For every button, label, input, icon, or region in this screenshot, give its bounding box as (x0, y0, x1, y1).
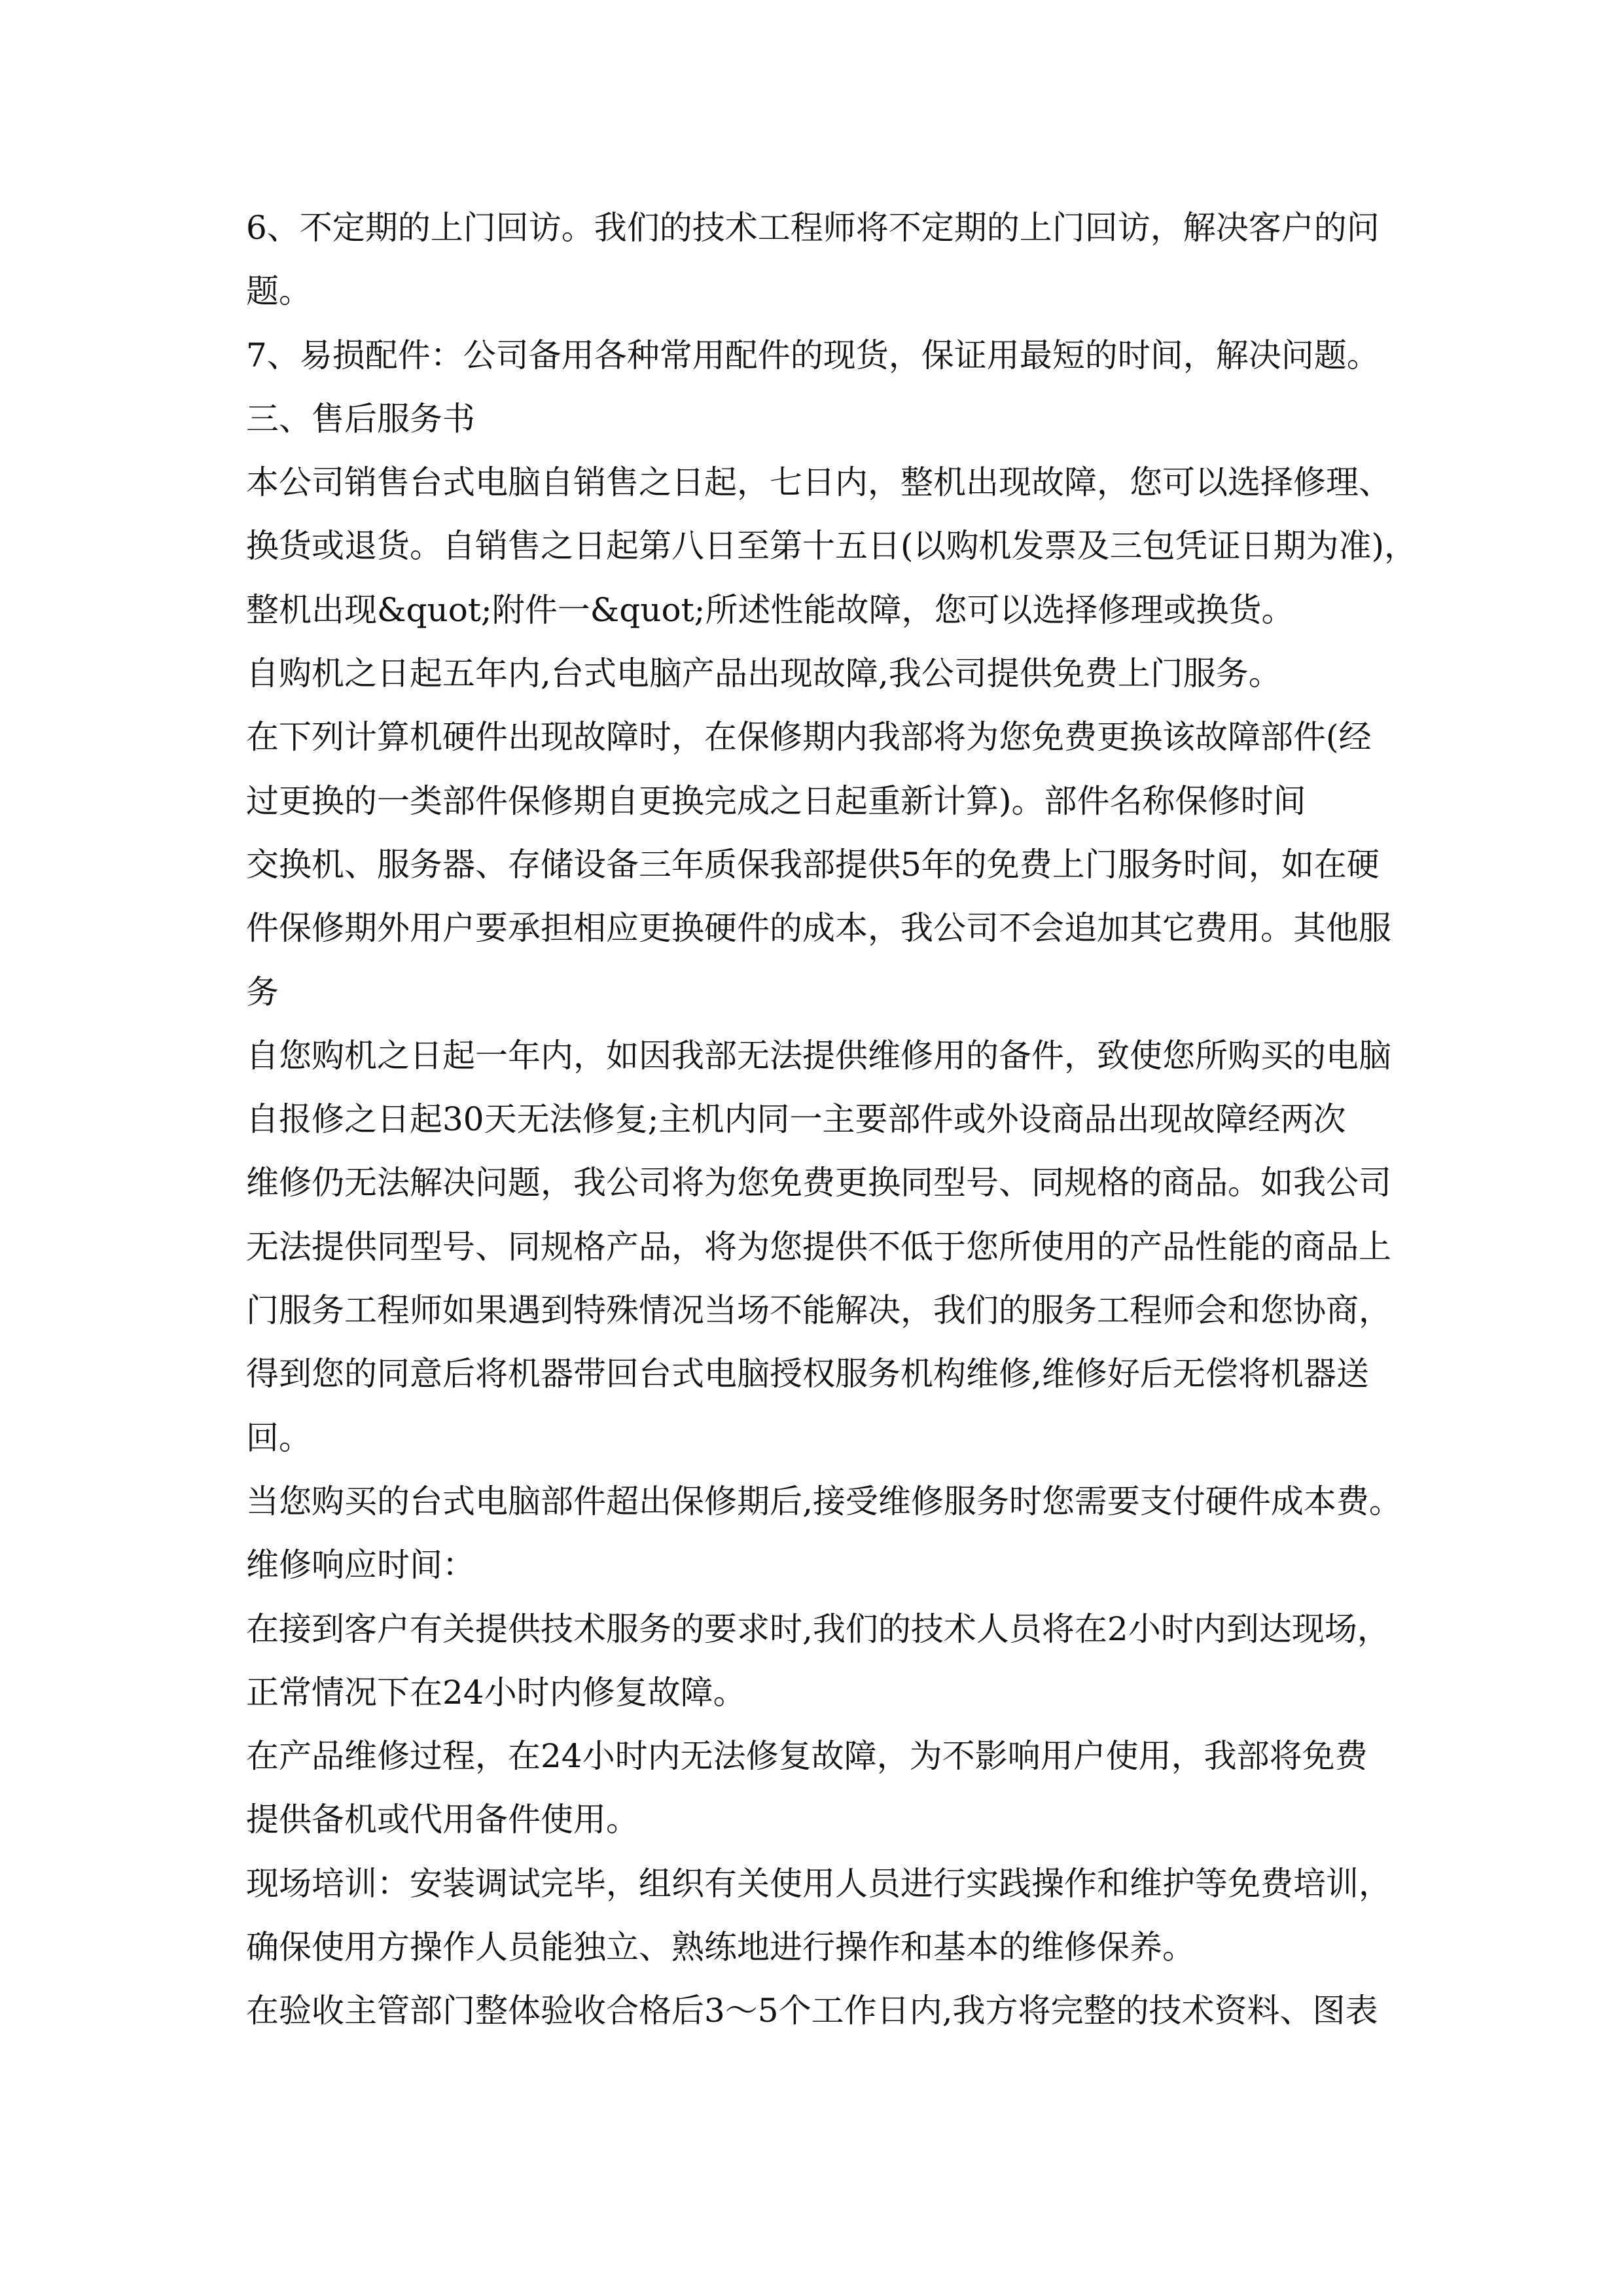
document-body (246, 196, 1424, 2043)
paragraph-backup-machine: 在产品维修过程，在24小时内无法修复故障，为不影响用户使用，我部将免费 提供备机或代用备件使用。 (246, 1737, 1368, 1839)
paragraph-response-time: 在接到客户有关提供技术服务的要求时,我们的技术人员将在2小时内到达现场， 正常情况下在24小时内修复故障。 (246, 1609, 1390, 1712)
paragraph-onsite-training: 现场培训：安装调试完毕，组织有关使用人员进行实践操作和维护等免费培训， 确保使用方操作人员能独立、熟练地进行操作和基本的维修保养。 (246, 1864, 1391, 1967)
paragraph-onsite-service: 自购机之日起五年内,台式电脑产品出现故障,我公司提供免费上门服务。 (246, 655, 1281, 693)
paragraph-item-6: 6、不定期的上门回访。我们的技术工程师将不定期的上门回访，解决客户的问 题。 (246, 209, 1380, 311)
paragraph-warranty-hardware: 交换机、服务器、存储设备三年质保我部提供5年的免费上门服务时间，如在硬 件保修期外用户要承担相应更换硬件的成本，我公司不会追加其它费用。其他服 务 (246, 845, 1391, 1011)
paragraph-item-7: 7、易损配件：公司备用各种常用配件的现货，保证用最短的时间，解决问题。 (246, 336, 1380, 374)
paragraph-parts-replacement: 在下列计算机硬件出现故障时，在保修期内我部将为您免费更换该故障部件(经 过更换的一类部件保修期自更换完成之日起重新计算)。部件名称保修时间 (246, 718, 1372, 820)
paragraph-return-policy: 本公司销售台式电脑自销售之日起，七日内，整机出现故障，您可以选择修理、 换货或退货。自销售之日起第八日至第十五日(以购机发票及三包凭证日期为准)， 整机出现&quot;附件一&quot;所述性能故障，您可以选择修理或换货。 (246, 463, 1418, 629)
section-heading-after-sales: 三、售后服务书 (246, 399, 475, 438)
paragraph-out-of-warranty: 当您购买的台式电脑部件超出保修期后,接受维修服务时您需要支付硬件成本费。 (246, 1482, 1402, 1520)
paragraph-response-time-heading: 维修响应时间： (246, 1546, 475, 1585)
paragraph-acceptance: 在验收主管部门整体验收合格后3～5个工作日内,我方将完整的技术资料、图表 (246, 1992, 1378, 2030)
paragraph-product-replacement: 自您购机之日起一年内，如因我部无法提供维修用的备件，致使您所购买的电脑 自报修之日起30天无法修复;主机内同一主要部件或外设商品出现故障经两次 维修仍无法解决问题，我公司将为您免费更换同型号、同规格的商品。如我公司 无法提供同型号、同规格产品，将为您提供不低于您所使用的产品性能的商品上 门服务工程师如果遇到特殊情况当场不能解决，我们的服务工程师会和您协商， 得到您的同意后将机器带回台式电脑授权服务机构维修,维修好后无偿将机器送 回。 (246, 1036, 1391, 1457)
